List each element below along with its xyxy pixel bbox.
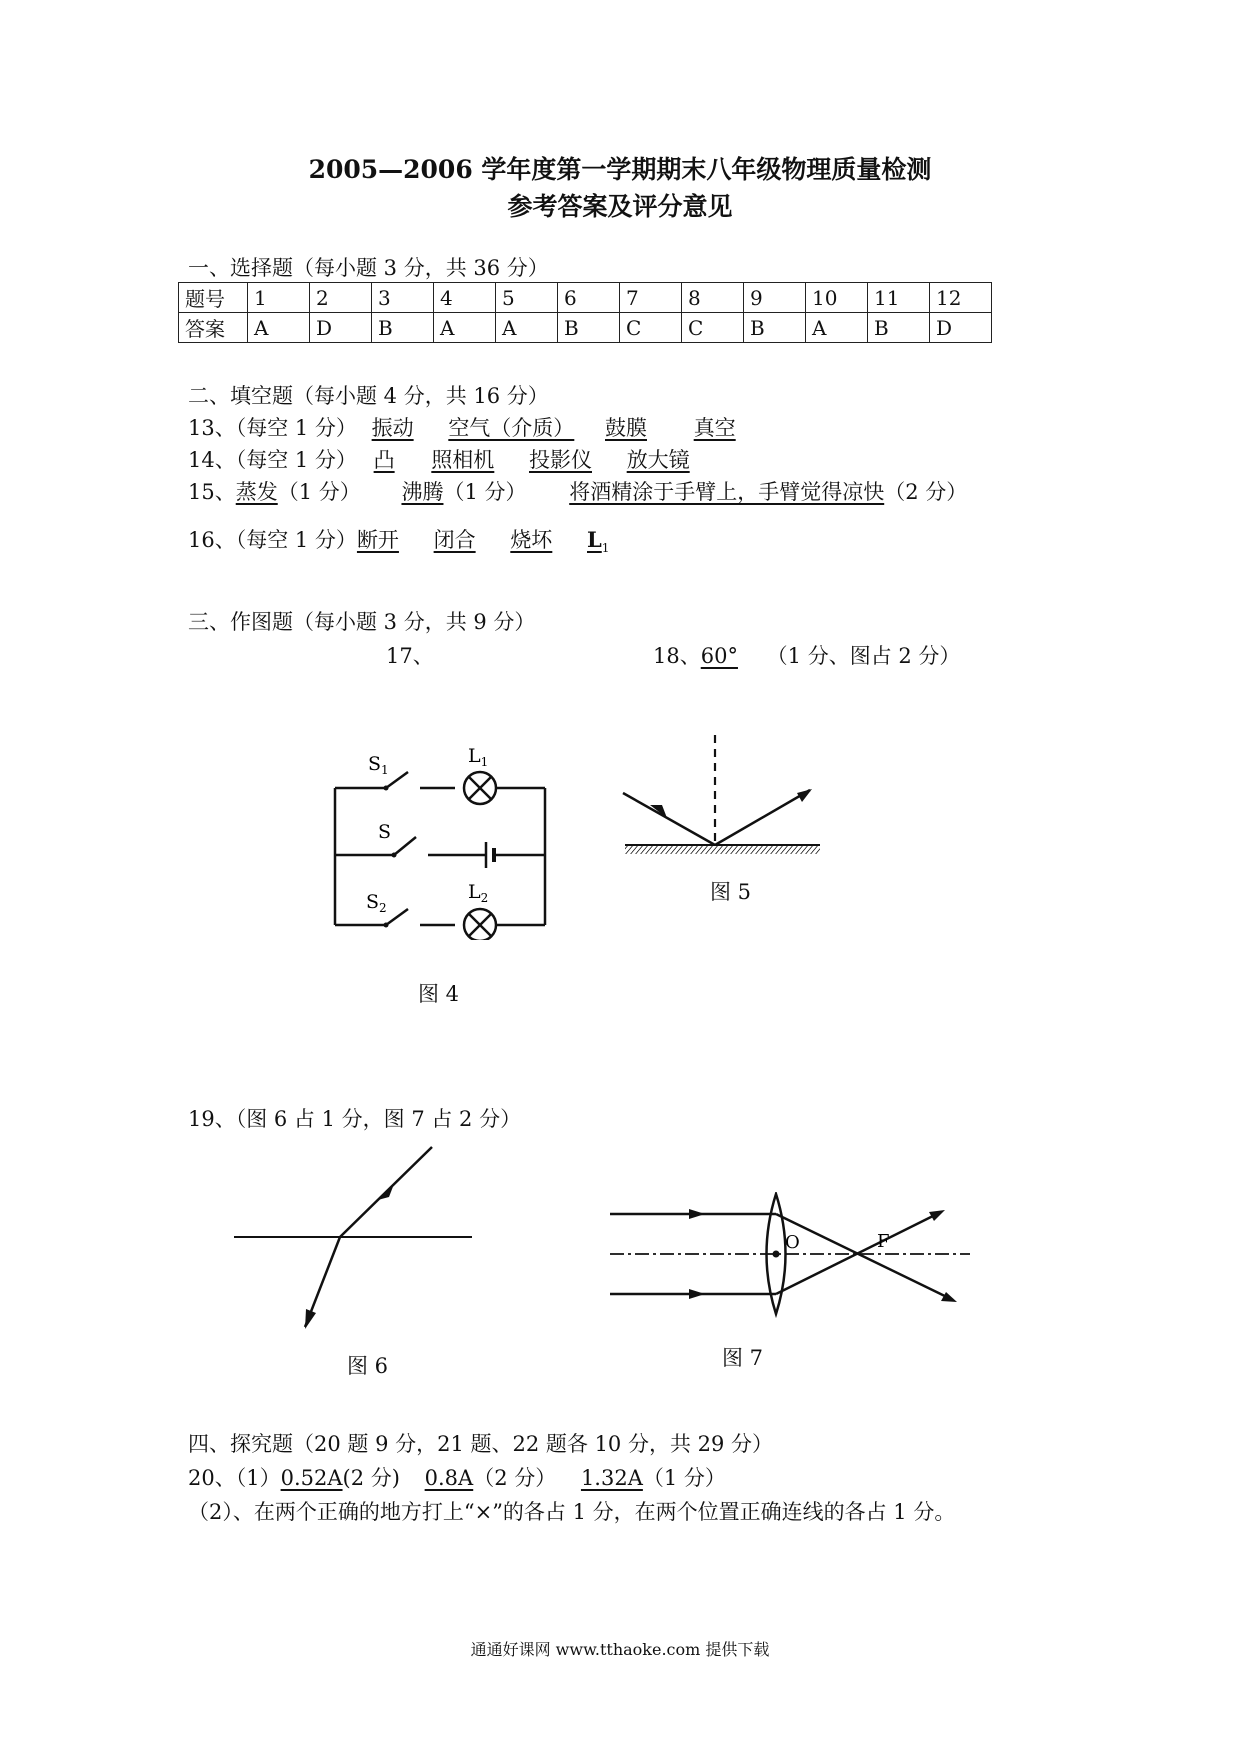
q15-score-3: （2 分）	[884, 480, 968, 504]
answer-table-wrap	[178, 282, 992, 343]
q15-answer-3: 将酒精涂于手臂上，手臂觉得凉快	[569, 480, 885, 504]
q13-answer-2: 空气（介质）	[448, 416, 575, 440]
q15-answer-1: 蒸发	[235, 480, 278, 504]
answer-cell: D	[310, 313, 372, 343]
q15-score-1: （1 分）	[277, 480, 361, 504]
figure-7-caption: 图 7	[722, 1346, 764, 1370]
question-number: 12	[930, 283, 992, 313]
figure-4-circuit	[320, 740, 560, 940]
label-l1: $L_1$	[468, 745, 489, 769]
incident-ray-lower-arrow	[689, 1289, 705, 1299]
table-row-numbers	[179, 283, 992, 313]
q18-answer: 60°	[700, 644, 738, 668]
figure-5-caption: 图 5	[710, 880, 752, 904]
refracted-ray-upper	[776, 1214, 953, 1300]
question-number: 10	[806, 283, 868, 313]
label-s2: $S_2$	[366, 891, 387, 915]
switch-s2	[386, 909, 408, 925]
question-number: 9	[744, 283, 806, 313]
q16-answer-4	[587, 527, 610, 556]
answer-cell: B	[868, 313, 930, 343]
switch-s1	[386, 772, 408, 788]
reflected-ray	[715, 790, 810, 845]
q20-line	[188, 1462, 726, 1492]
table-row-answers	[179, 313, 992, 343]
q16-answer-1: 断开	[356, 528, 399, 552]
reflected-ray-arrow	[797, 789, 812, 802]
figure-6-caption: 图 6	[347, 1354, 389, 1378]
q16-line	[188, 524, 609, 555]
section4-heading: 四、探究题（20 题 9 分，21 题、22 题各 10 分，共 29 分）	[188, 1432, 774, 1456]
q13-answer-3: 鼓膜	[605, 416, 647, 440]
answer-cell: C	[620, 313, 682, 343]
mirror-surface	[625, 845, 820, 854]
refracted-ray-lower-arrow	[929, 1210, 945, 1221]
question-number: 2	[310, 283, 372, 313]
section1-heading: 一、选择题（每小题 3 分，共 36 分）	[188, 256, 549, 280]
answer-cell: A	[248, 313, 310, 343]
incident-ray-upper-arrow	[689, 1209, 705, 1219]
answer-cell: C	[682, 313, 744, 343]
refracted-ray-upper-arrow	[941, 1292, 957, 1302]
q19-label: 19、（图 6 占 1 分，图 7 占 2 分）	[188, 1107, 522, 1131]
q15-prefix: 15、	[188, 480, 236, 504]
refracted-ray-arrow	[305, 1309, 316, 1329]
question-number: 3	[372, 283, 434, 313]
q16-answer-4-subscript: 1	[601, 541, 610, 556]
answer-cell: A	[806, 313, 868, 343]
q20-prefix: 20、（1）	[188, 1466, 281, 1490]
answer-cell: A	[434, 313, 496, 343]
q14-line	[188, 444, 690, 474]
q15-score-2: （1 分）	[443, 480, 527, 504]
q16-prefix: 16、（每空 1 分）	[188, 528, 357, 552]
footer: 通通好课网 www.tthaoke.com 提供下载	[470, 1640, 770, 1659]
q13-answer-4: 真空	[693, 416, 736, 440]
q16-answer-3: 烧坏	[510, 528, 553, 552]
q18-line	[653, 640, 960, 670]
figure-7-lens	[605, 1192, 975, 1324]
question-number: 1	[248, 283, 310, 313]
q20-answer-3: 1.32A	[580, 1466, 643, 1490]
q18-score: （1 分、图占 2 分）	[766, 644, 961, 668]
question-number: 5	[496, 283, 558, 313]
q13-prefix: 13、（每空 1 分）	[188, 416, 357, 440]
q14-answer-2: 照相机	[431, 448, 495, 472]
q17-label: 17、	[386, 644, 434, 668]
q14-answer-3: 投影仪	[529, 448, 592, 472]
figure-6-refraction	[232, 1145, 482, 1335]
q16-answer-4-letter: L	[587, 527, 602, 552]
question-number: 4	[434, 283, 496, 313]
q20-answer-1: 0.52A	[280, 1466, 343, 1490]
q20-score-2: （2 分）	[473, 1466, 557, 1490]
q20-score-1: (2 分)	[342, 1466, 400, 1490]
row-label-question: 题号	[179, 283, 248, 313]
question-number: 7	[620, 283, 682, 313]
figure-5-reflection	[615, 735, 855, 855]
label-o: O	[785, 1232, 800, 1253]
q20-score-3: （1 分）	[642, 1466, 726, 1490]
answer-cell: A	[496, 313, 558, 343]
figure-4-caption: 图 4	[418, 982, 460, 1006]
question-number: 6	[558, 283, 620, 313]
row-label-answer: 答案	[179, 313, 248, 343]
page-title: 2005—2006 学年度第一学期期末八年级物理质量检测	[308, 155, 932, 184]
label-l2: $L_2$	[468, 881, 489, 905]
answer-cell: B	[744, 313, 806, 343]
incident-ray-arrow	[650, 805, 667, 818]
switch-s	[394, 837, 416, 855]
label-s1: $S_1$	[368, 753, 389, 777]
optical-center	[773, 1251, 780, 1258]
label-f: F	[877, 1231, 890, 1252]
answer-table	[178, 282, 992, 343]
answer-cell: D	[930, 313, 992, 343]
q16-answer-2: 闭合	[433, 528, 476, 552]
section2-heading: 二、填空题（每小题 4 分，共 16 分）	[188, 384, 549, 408]
q14-answer-1: 凸	[373, 448, 395, 472]
label-s: S	[378, 821, 392, 843]
incident-ray	[623, 793, 715, 845]
q14-answer-4: 放大镜	[626, 448, 690, 472]
q20-part2: （2）、在两个正确的地方打上“×”的各占 1 分，在两个位置正确连线的各占 1 分。	[188, 1500, 956, 1524]
q15-line	[188, 476, 967, 506]
answer-cell: B	[558, 313, 620, 343]
question-number: 11	[868, 283, 930, 313]
section3-heading: 三、作图题（每小题 3 分，共 9 分）	[188, 610, 536, 634]
answer-cell: B	[372, 313, 434, 343]
q18-prefix: 18、	[653, 644, 701, 668]
page-subtitle: 参考答案及评分意见	[507, 192, 733, 221]
q14-prefix: 14、（每空 1 分）	[188, 448, 357, 472]
q13-line	[188, 412, 736, 442]
q13-answer-1: 振动	[371, 416, 414, 440]
q20-answer-2: 0.8A	[424, 1466, 474, 1490]
question-number: 8	[682, 283, 744, 313]
q15-answer-2: 沸腾	[401, 480, 444, 504]
